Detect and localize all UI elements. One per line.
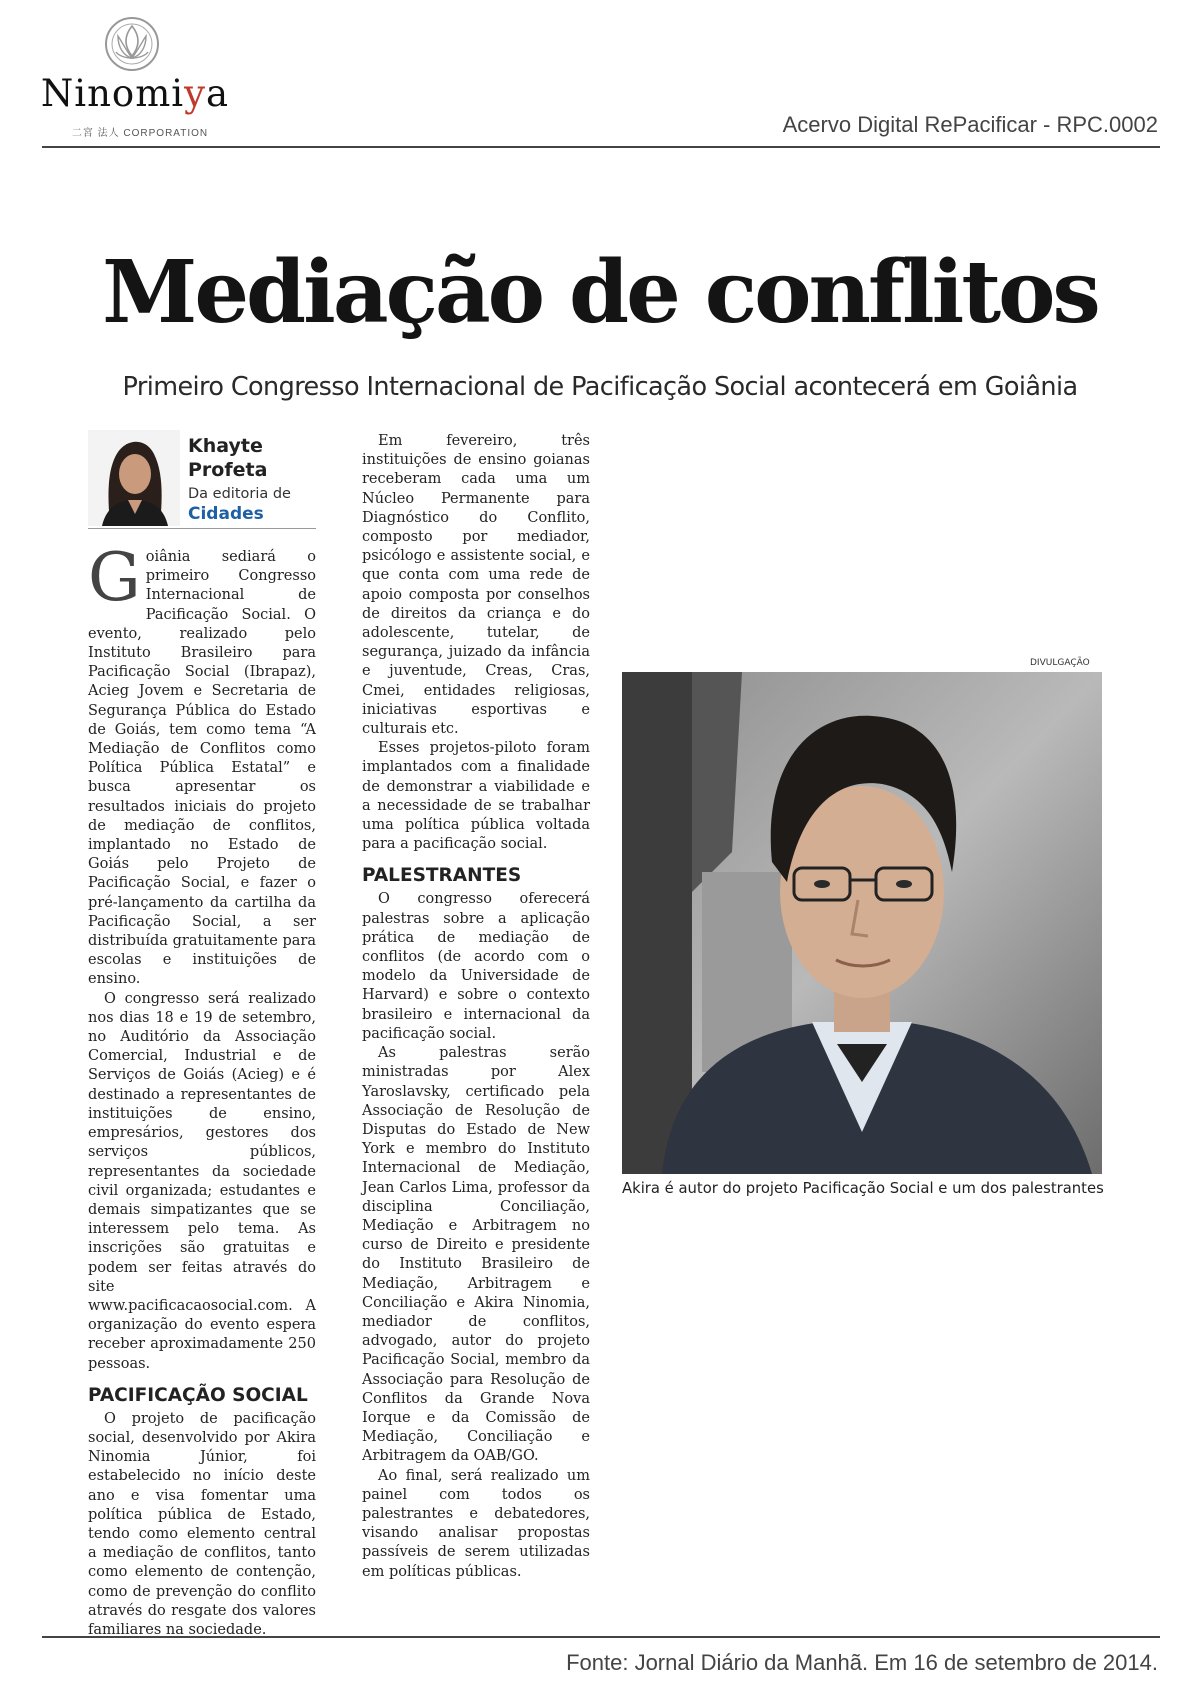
section-heading: PACIFICAÇÃO SOCIAL [88,1384,308,1406]
author-name: Khayte Profeta [188,435,268,481]
paragraph: Goiânia sediará o primeiro Congresso Internacional de Pacificação Social. O evento, realizado pelo Instituto Brasileiro para Pacificação Social (Ibrapaz), Acieg Jovem e Secretaria de Segurança Pública do Estado de Goiás, tem como tema “A Mediação de Conflitos como Política Pública Estatal” e busca apresentar os resultados iniciais do projeto de mediação de conflitos, implantado no Estado de Goiás pelo Projeto de Pacificação Social, e fazer o pré-lançamento da cartilha da Pacificação Social, a ser distribuída gratuitamente para escolas e instituições de ensino. [88,539,316,988]
paragraph: Ao final, será realizado um painel com todos os palestrantes e debatedores, visando analisar propostas passíveis de serem utilizadas em políticas públicas. [362,1467,590,1580]
author-photo [88,430,180,526]
lotus-emblem-icon [104,16,160,72]
footer-divider [42,1636,1160,1638]
author-byline [88,430,316,526]
paragraph: Em fevereiro, três instituições de ensino goianas receberam cada uma um Núcleo Permanente para Diagnóstico do Conflito, composto por mediador, psicólogo e assistente social, e que conta com uma rede de apoio composta por conselhos de direitos da criança e do adolescente, tutelar, de segurança, juizado da infância e juventude, Creas, Cras, Cmei, entidades religiosas, iniciativas esportivas e culturais etc. [362,433,590,738]
paragraph: As palestras serão ministradas por Alex Yaroslavsky, certificado pela Associação de Resolução de Disputas do Estado de New York e membro do Instituto Internacional de Mediação, Jean Carlos Lima, professor da disciplina Conciliação, Mediação e Arbitragem no curso de Direito e presidente do Instituto Brasileiro de Mediação, Arbitragem e Conciliação e Akira Ninomia, mediador de conflitos, advogado, autor do projeto Pacificação Social, membro da Associação para Resolução de Conflitos da Grande Nova Iorque e da Comissão de Mediação, Conciliação e Arbitragem da OAB/GO. [362,1045,590,1465]
section-heading: PALESTRANTES [362,865,522,887]
source-citation: Fonte: Jornal Diário da Manhã. Em 16 de setembro de 2014. [566,1650,1158,1675]
paragraph: Esses projetos-piloto foram implantados com a finalidade de demonstrar a viabilidade e a necessidade de se trabalhar uma política pública voltada para a pacificação social. [362,740,590,853]
archive-id: Acervo Digital RePacificar - RPC.0002 [782,112,1158,137]
article-headline: Mediação de conflitos [102,242,1098,343]
drop-cap: G [88,539,141,616]
ninomiya-logo [40,16,230,140]
article-subheadline: Primeiro Congresso Internacional de Pacificação Social acontecerá em Goiânia [122,372,1078,402]
speaker-portrait [622,672,1102,1174]
speaker-photo [622,672,1102,1174]
paragraph: O projeto de pacificação social, desenvolvido por Akira Ninomia Júnior, foi estabelecido no início deste ano e visa fomentar uma política pública de Estado, tendo como elemento central a mediação de conflitos, tanto como elemento de contenção, como de prevenção do conflito através do resgate dos valores familiares na sociedade. [88,1410,316,1638]
author-section: Cidades [188,504,264,524]
photo-credit: DIVULGAÇÃO [1030,658,1090,668]
paragraph: O congresso será realizado nos dias 18 e 19 de setembro, no Auditório da Associação Comercial, Industrial e de Serviços de Goiás (Acieg) e é destinado a representantes de instituições de ensino, empresários, gestores dos serviços públicos, representantes da sociedade civil organizada; estudantes e demais simpatizantes que se interessem pelo tema. As inscrições são gratuitas e podem ser feitas através do site www.pacificacaosocial.com. A organização do evento espera receber aproximadamente 250 pessoas. [88,990,316,1372]
article-column-2 [362,432,590,1582]
photo-caption: Akira é autor do projeto Pacificação Social e um dos palestrantes [622,1180,1104,1197]
paragraph: O congresso oferecerá palestras sobre a aplicação prática de mediação de conflitos (de acordo com o modelo da Universidade de Harvard) e sobre o contexto brasileiro e internacional da pacificação social. [362,891,590,1042]
byline-divider [88,528,316,529]
article-column-1 [88,539,316,1640]
logo-subtitle: 二宮 法人 CORPORATION [71,128,209,139]
author-desk: Da editoria de [188,486,291,502]
logo-wordmark: Ninomiya [40,72,230,115]
header-divider [42,146,1160,148]
